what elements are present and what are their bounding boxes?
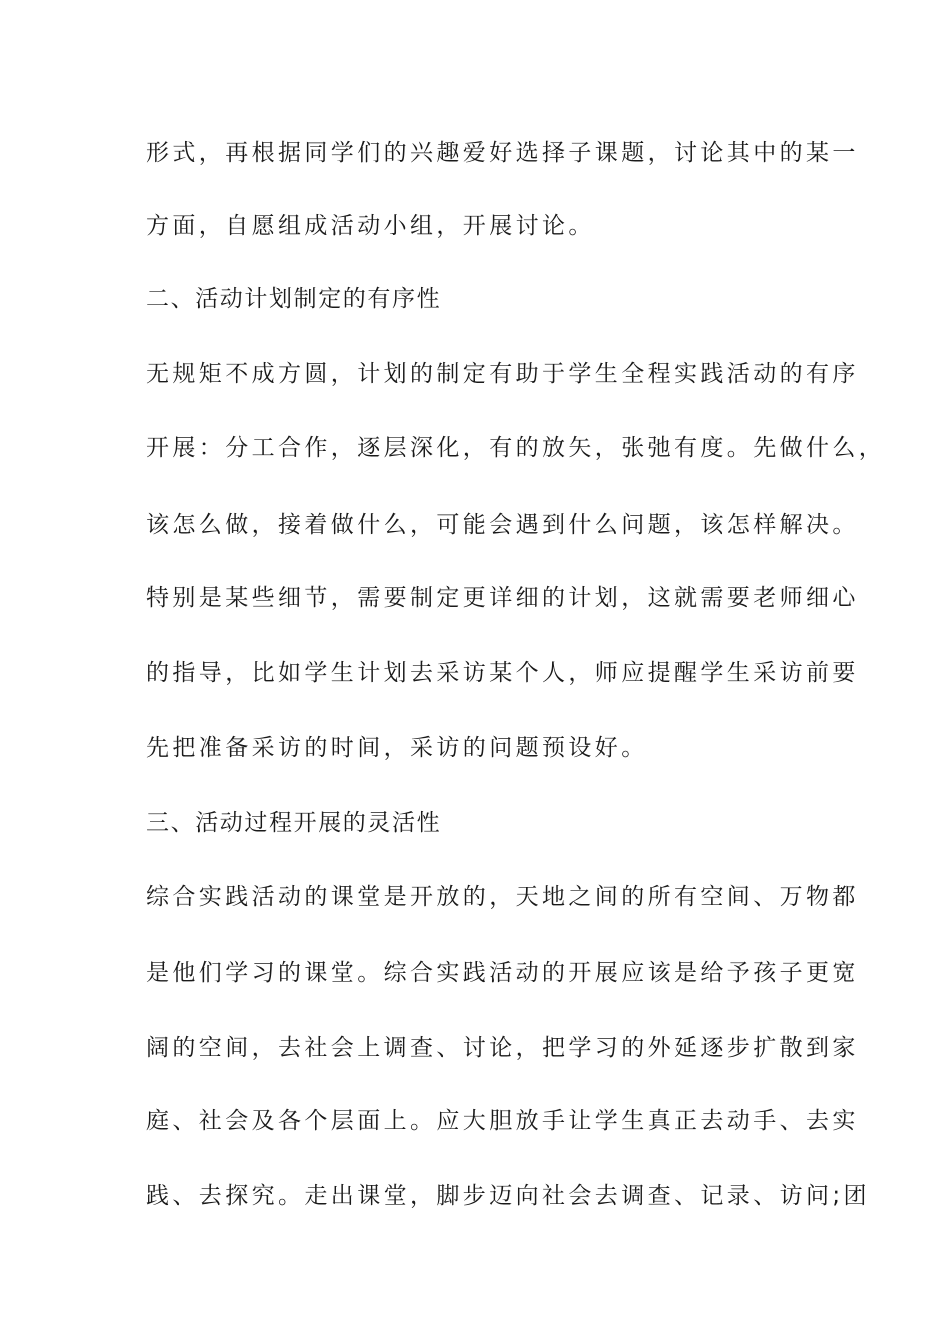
- paragraph-line: 综合实践活动的课堂是开放的，天地之间的所有空间、万物都: [146, 884, 859, 910]
- paragraph-line: 先把准备采访的时间，采访的问题预设好。: [146, 735, 648, 761]
- paragraph-line: 方面，自愿组成活动小组，开展讨论。: [146, 213, 595, 239]
- section-heading: 三、活动过程开展的灵活性: [146, 810, 442, 836]
- paragraph-line: 的指导，比如学生计划去采访某个人，师应提醒学生采访前要: [146, 660, 859, 686]
- section-heading: 二、活动计划制定的有序性: [146, 286, 442, 312]
- paragraph-line: 开展：分工合作，逐层深化，有的放矢，张弛有度。先做什么，: [146, 435, 886, 461]
- paragraph-line: 是他们学习的课堂。综合实践活动的开展应该是给予孩子更宽: [146, 960, 859, 986]
- paragraph-line: 阔的空间，去社会上调查、讨论，把学习的外延逐步扩散到家: [146, 1035, 859, 1061]
- paragraph-line: 庭、社会及各个层面上。应大胆放手让学生真正去动手、去实: [146, 1108, 859, 1134]
- paragraph-line: 践、去探究。走出课堂，脚步迈向社会去调查、记录、访问;团: [146, 1183, 870, 1209]
- paragraph-line: 无规矩不成方圆，计划的制定有助于学生全程实践活动的有序: [146, 361, 859, 387]
- paragraph-line: 形式，再根据同学们的兴趣爱好选择子课题，讨论其中的某一: [146, 140, 859, 166]
- paragraph-line: 特别是某些细节，需要制定更详细的计划，这就需要老师细心: [146, 585, 859, 611]
- paragraph-line: 该怎么做，接着做什么，可能会遇到什么问题，该怎样解决。: [146, 512, 859, 538]
